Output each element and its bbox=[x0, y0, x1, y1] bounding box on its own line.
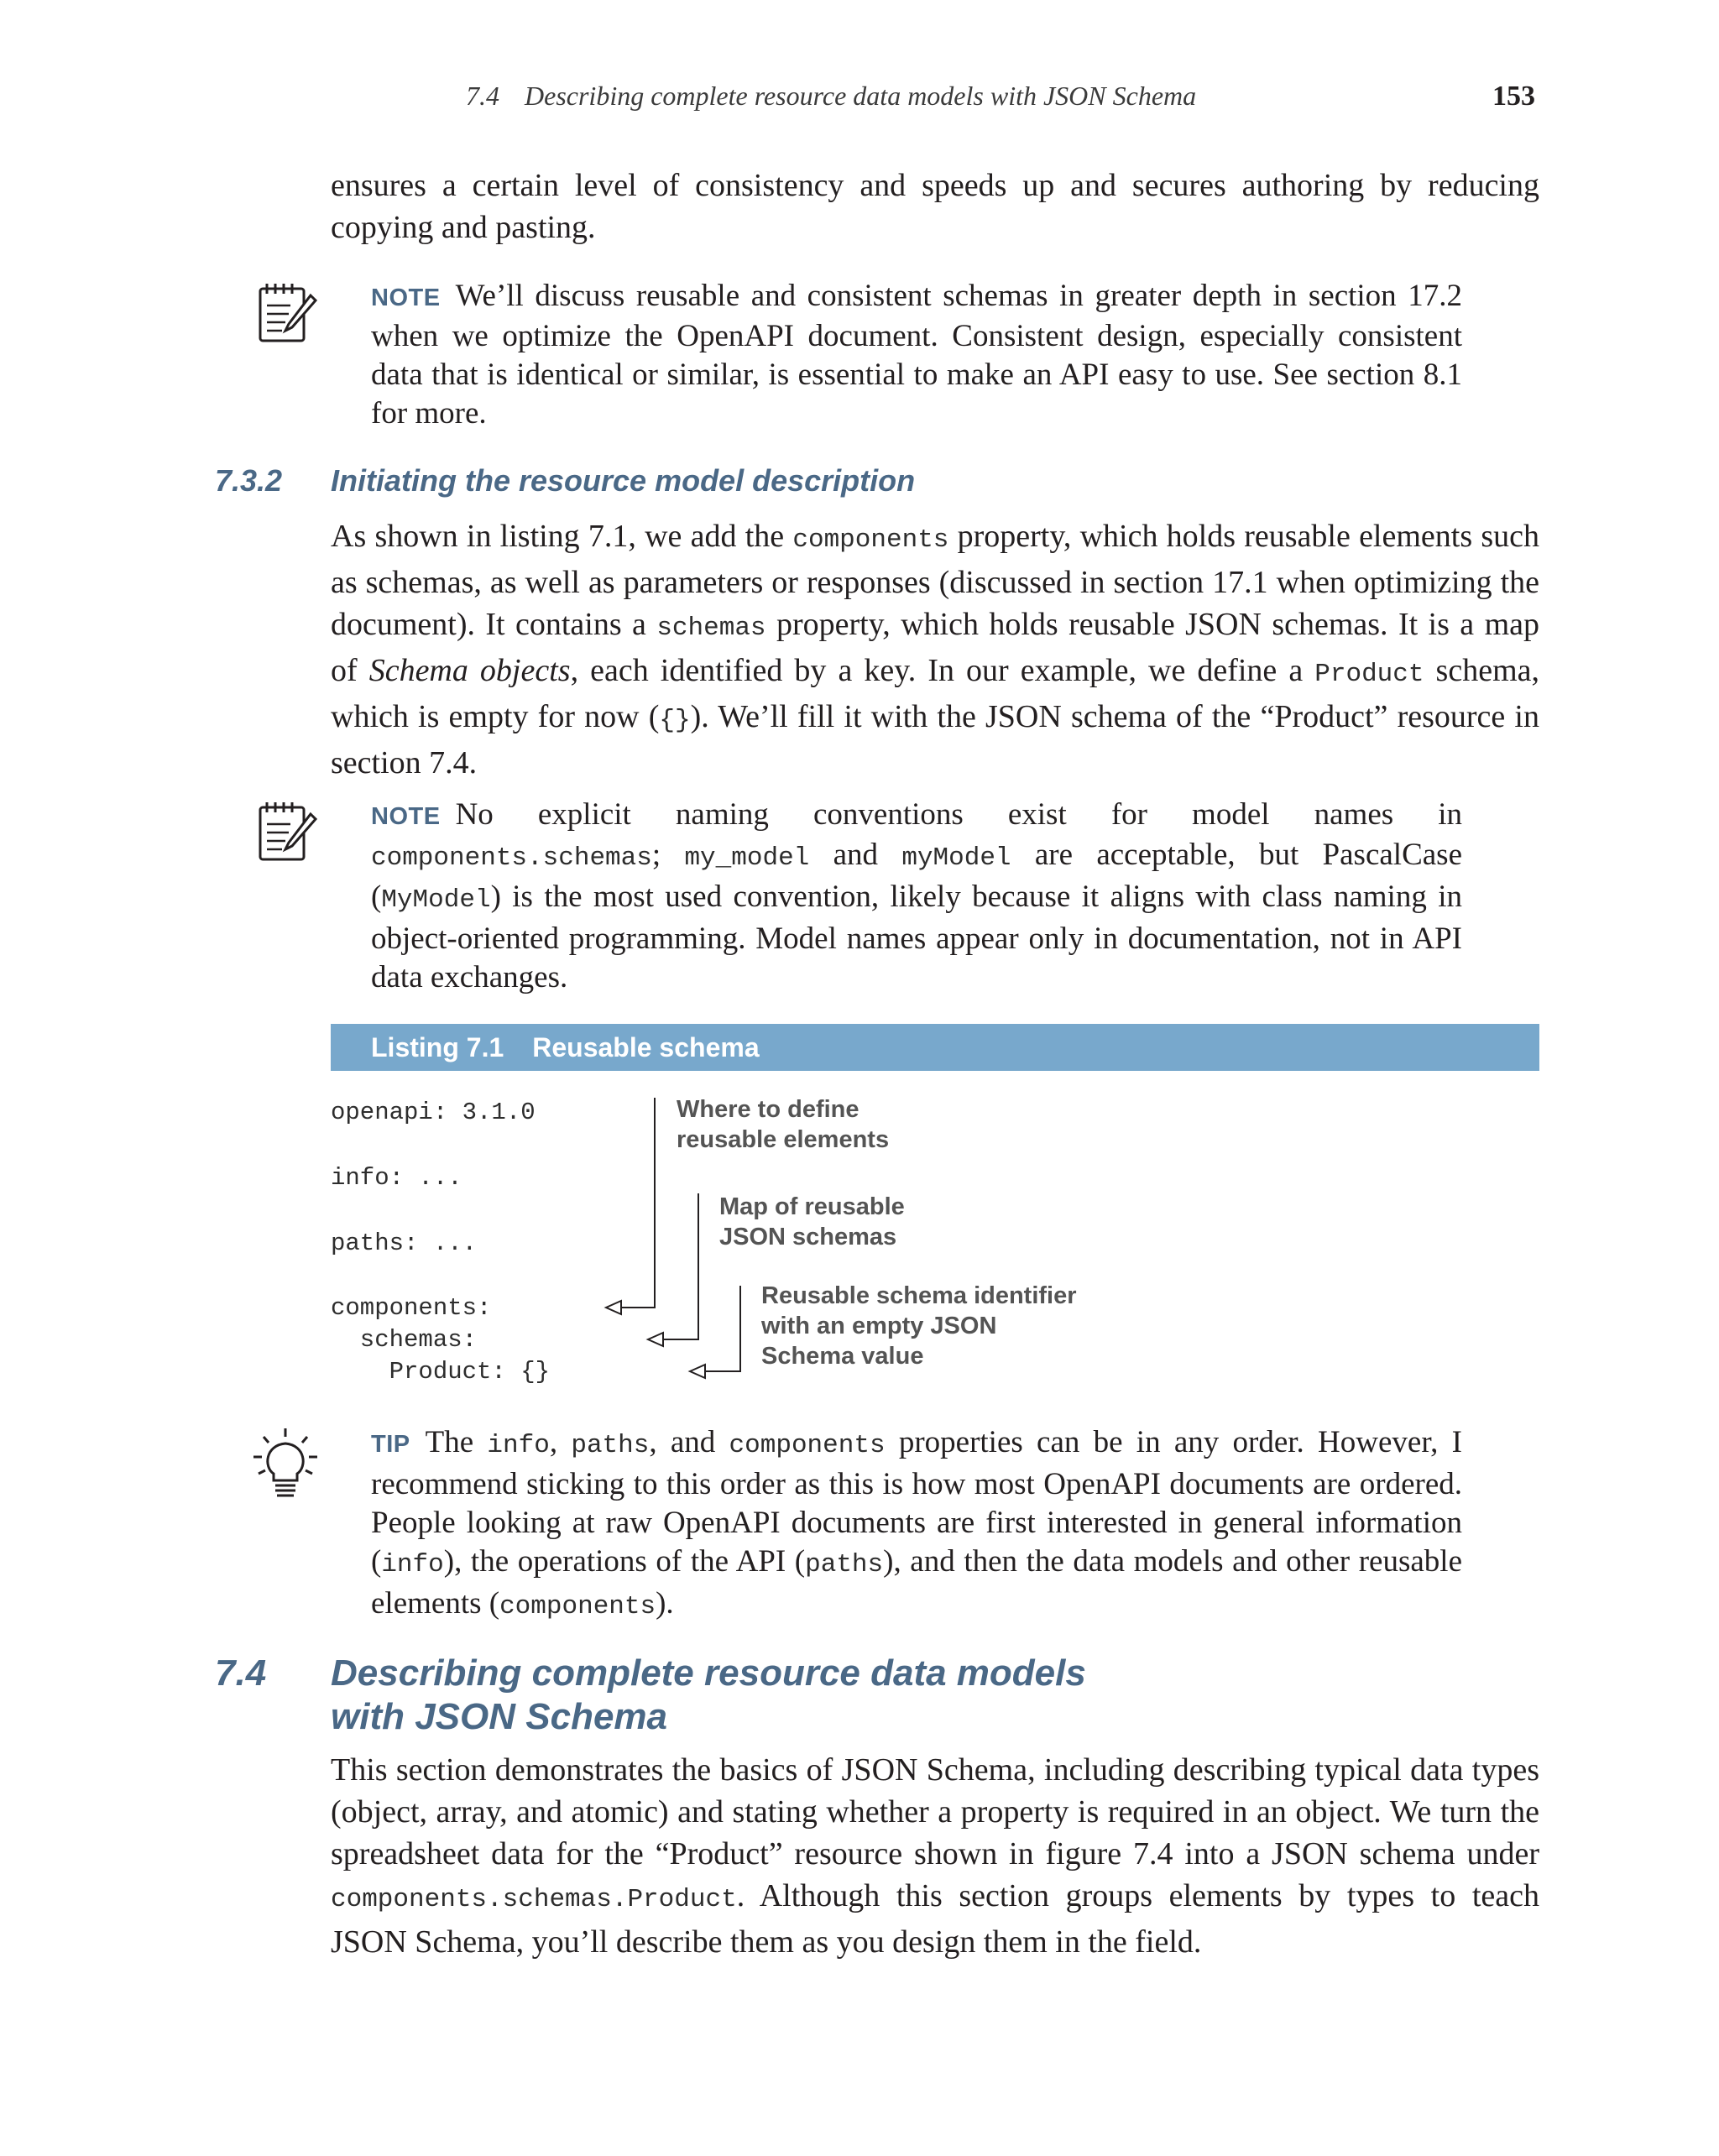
page-number: 153 bbox=[1492, 81, 1535, 112]
annotation-schemas: Map of reusable JSON schemas bbox=[719, 1193, 905, 1250]
section-title-7-4 bbox=[331, 1652, 1086, 1739]
code-components: components bbox=[792, 525, 949, 555]
emphasis-schema-objects: Schema objects bbox=[368, 653, 571, 688]
section-title: Initiating the resource model description bbox=[331, 463, 916, 498]
code-components: components bbox=[371, 843, 528, 873]
note-2: NOTE No explicit naming conventions exist for model names in components.schemas; my_model and myModel are acceptable, but PascalCase (MyModel) is the most used convention, likely because it aligns with class naming in object-oriented programming. Model names appear only in documentation, not in API data exchanges. bbox=[371, 797, 1462, 994]
annotation-product: Reusable schema identifier with an empty JSON Schema value bbox=[761, 1282, 1077, 1370]
note-1 bbox=[371, 277, 1462, 433]
listing-header bbox=[331, 1024, 1539, 1071]
code-line: openapi: 3.1.0 bbox=[331, 1099, 536, 1126]
code-mymodel-camel: myModel bbox=[901, 843, 1011, 873]
note-text: We’ll discuss reusable and consistent schemas in greater depth in section 17.2 when we optimize the OpenAPI document. Consistent design, especially consistent data that is identical or similar, is essential to make an API easy to use. See section 8.1 for more. bbox=[371, 279, 1462, 431]
intro-text: ensures a certain level of consistency and speeds up and secures authoring by reducing copying and pasting. bbox=[331, 168, 1539, 245]
section-heading-7-4 bbox=[215, 1652, 266, 1695]
section-title-7-3-2 bbox=[331, 463, 915, 499]
code-info: info bbox=[381, 1550, 444, 1579]
tip-label: TIP bbox=[371, 1431, 410, 1458]
note-label: NOTE bbox=[371, 803, 441, 830]
code-paths: paths bbox=[805, 1550, 884, 1579]
code-product: Product bbox=[1314, 660, 1424, 689]
code-paths: paths bbox=[571, 1431, 650, 1460]
section-heading-7-3-2 bbox=[215, 463, 282, 499]
code-components-schemas-product: components.schemas.Product bbox=[331, 1885, 737, 1914]
running-head bbox=[466, 81, 1196, 112]
code-components: components bbox=[499, 1592, 656, 1621]
code-line: schemas: bbox=[331, 1326, 478, 1354]
annotation-components: Where to define reusable elements bbox=[677, 1096, 890, 1153]
section-number: 7.3.2 bbox=[215, 463, 283, 498]
listing-number: Listing 7.1 bbox=[371, 1032, 504, 1062]
code-empty-object: {} bbox=[659, 706, 691, 735]
code-info: info bbox=[487, 1431, 550, 1460]
note-label: NOTE bbox=[371, 285, 441, 311]
tip: TIP The info, paths, and components properties can be in any order. However, I recommend sticking to this order as this is how most OpenAPI documents are ordered. People looking at raw OpenAPI documents are first interested in general information (info), the operations of the API (paths), and then the data models and other reusable elements (components). bbox=[371, 1425, 1462, 1621]
lightbulb-icon bbox=[252, 1427, 319, 1501]
code-my-model: my_model bbox=[684, 843, 810, 873]
running-head-title: Describing complete resource data models with JSON Schema bbox=[525, 81, 1197, 111]
section-title-line1: Describing complete resource data models bbox=[331, 1652, 1086, 1694]
code-schemas: .schemas bbox=[527, 843, 652, 873]
note-icon bbox=[255, 280, 319, 347]
code-line: info: ... bbox=[331, 1164, 462, 1192]
code-line: paths: ... bbox=[331, 1229, 478, 1257]
code-components: components bbox=[729, 1431, 886, 1460]
code-line: Product: {} bbox=[331, 1358, 551, 1386]
code-line: components: bbox=[331, 1294, 492, 1322]
intro-paragraph bbox=[331, 164, 1539, 248]
section-7-3-2-paragraph: As shown in listing 7.1, we add the components property, which holds reusable elements such as schemas, as well as parameters or responses (discussed in section 17.1 when optimizing the document). It contains a schemas property, which holds reusable JSON schemas. It is a map of Schema objects, each identified by a key. In our example, we define a Product schema, which is empty for now ({}). We’ll fill it with the JSON schema of the “Product” resource in section 7.4. bbox=[331, 519, 1539, 780]
note-icon bbox=[255, 799, 319, 866]
running-head-section-number: 7.4 bbox=[466, 81, 499, 111]
section-7-4-paragraph: This section demonstrates the basics of JSON Schema, including describing typical data types (object, array, and atomic) and stating whether a property is required in an object. We turn the spreadsheet data for the “Product” resource shown in figure 7.4 into a JSON schema under components.schemas.Product. Although this section groups elements by types to teach JSON Schema, you’ll describe them as you design them in the field. bbox=[331, 1752, 1539, 1960]
code-schemas: schemas bbox=[656, 613, 766, 643]
listing-title: Reusable schema bbox=[532, 1032, 760, 1062]
section-number: 7.4 bbox=[215, 1652, 267, 1694]
code-mymodel-pascal: MyModel bbox=[381, 885, 491, 915]
section-title-line2: with JSON Schema bbox=[331, 1696, 668, 1737]
